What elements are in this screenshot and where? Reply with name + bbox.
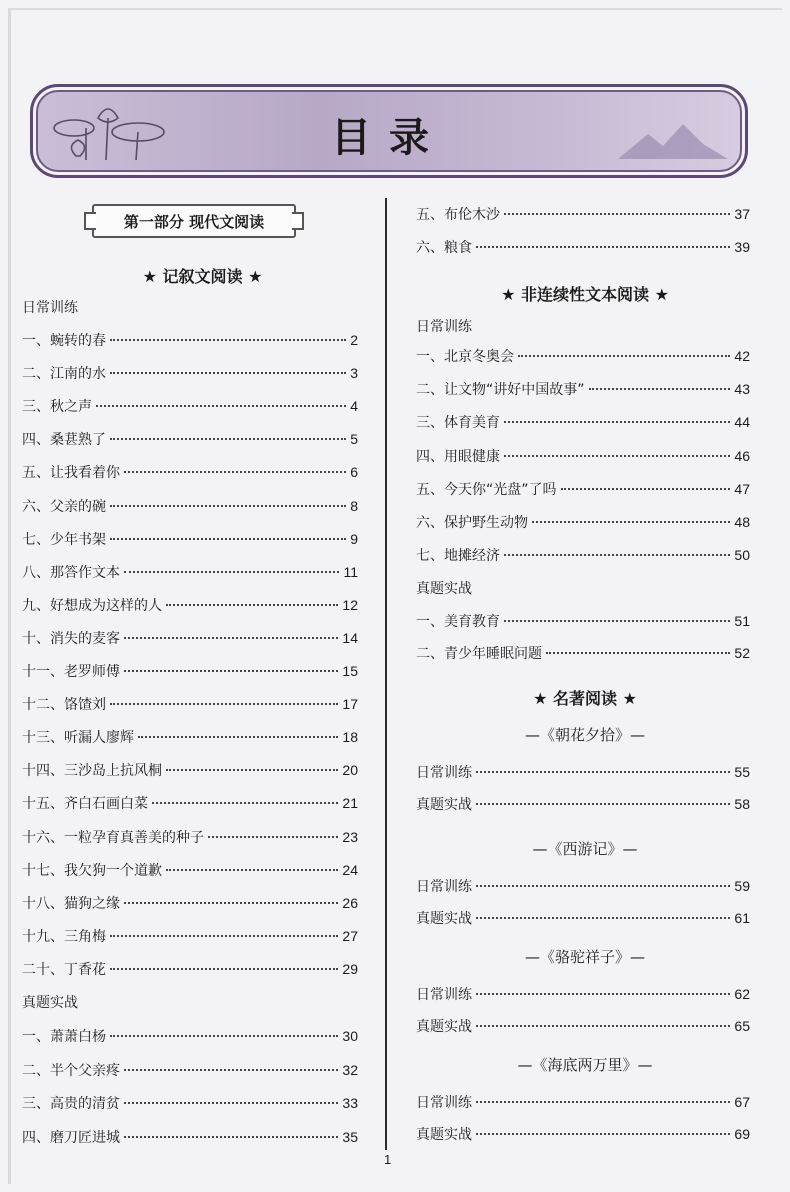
toc-entry-page: 12 (342, 596, 358, 613)
toc-entry (22, 363, 358, 383)
toc-entry (22, 529, 358, 549)
dot-leader (476, 1025, 730, 1027)
toc-entry-page: 9 (350, 530, 358, 547)
toc-entry (22, 1127, 358, 1147)
dot-leader (110, 703, 338, 705)
toc-entry-page: 59 (734, 878, 750, 894)
toc-entry-title: 三、高贵的清贫 (22, 1096, 120, 1113)
dot-leader (110, 935, 338, 937)
toc-entry-page: 65 (734, 1018, 750, 1034)
dot-leader (124, 1136, 338, 1138)
toc-entry (416, 1016, 750, 1036)
toc-entry (416, 1092, 750, 1112)
toc-entry-title: 八、那答作文本 (22, 564, 120, 581)
dot-leader (110, 438, 346, 440)
toc-entry-page: 35 (342, 1128, 358, 1145)
toc-entry-title: 真题实战 (416, 911, 472, 927)
toc-entry-page: 3 (350, 365, 358, 382)
toc-entry-title: 五、今天你“光盘”了吗 (416, 481, 557, 498)
toc-entry (416, 346, 750, 366)
toc-entry (22, 1093, 358, 1113)
dot-leader (166, 869, 338, 871)
toc-entry (22, 694, 358, 714)
dot-leader (124, 902, 338, 904)
toc-entry-page: 11 (343, 563, 358, 580)
toc-entry (22, 827, 358, 847)
toc-entry-title: 十八、猫狗之缘 (22, 895, 120, 912)
dot-leader (110, 372, 346, 374)
toc-entry-page: 30 (342, 1028, 358, 1044)
toc-entry-page: 15 (342, 663, 358, 679)
toc-entry (22, 496, 358, 516)
toc-entry-page: 32 (342, 1061, 358, 1078)
dot-leader (110, 505, 346, 507)
dot-leader (110, 339, 346, 341)
dot-leader (476, 885, 730, 887)
left-daily-label: 日常训练 (22, 300, 78, 316)
toc-entry-page: 8 (350, 497, 358, 514)
toc-entry (22, 1026, 358, 1046)
title-banner (30, 84, 748, 178)
toc-entry-page: 44 (734, 414, 750, 431)
page-edge-top (8, 8, 782, 10)
toc-entry (22, 1060, 358, 1080)
toc-entry-title: 二、青少年睡眠问题 (416, 646, 542, 662)
toc-entry (416, 512, 750, 532)
toc-entry-title: 十一、老罗师傅 (22, 664, 120, 680)
toc-entry (22, 429, 358, 449)
toc-entry-page: 58 (734, 796, 750, 812)
page-title: 目录 (331, 114, 447, 161)
toc-entry-title: 十、消失的麦客 (22, 630, 120, 647)
toc-entry-page: 33 (342, 1095, 358, 1112)
toc-entry-title: 二、江南的水 (22, 366, 106, 383)
toc-entry-page: 5 (350, 431, 358, 448)
toc-entry (22, 595, 358, 615)
toc-entry (416, 1124, 750, 1144)
toc-entry-title: 真题实战 (416, 1127, 472, 1143)
toc-entry (416, 412, 750, 432)
toc-entry-page: 52 (734, 645, 750, 661)
toc-entry-page: 26 (342, 894, 358, 911)
toc-entry (416, 794, 750, 814)
toc-entry-page: 47 (734, 480, 750, 497)
dot-leader (166, 769, 338, 771)
toc-entry-page: 27 (342, 927, 358, 944)
toc-entry-page: 43 (734, 381, 750, 398)
dot-leader (476, 1133, 730, 1135)
dot-leader (532, 521, 730, 523)
page-number: 1 (384, 1152, 392, 1167)
dot-leader (504, 455, 730, 457)
dot-leader (124, 1102, 338, 1104)
dot-leader (504, 554, 730, 556)
toc-entry-page: 69 (734, 1126, 750, 1142)
toc-entry-title: 六、保护野生动物 (416, 515, 528, 531)
toc-entry-title: 七、地摊经济 (416, 548, 500, 565)
dot-leader (152, 802, 338, 804)
toc-entry-page: 51 (734, 613, 750, 629)
toc-entry (416, 237, 750, 257)
toc-entry-page: 4 (350, 398, 358, 415)
toc-entry (416, 379, 750, 399)
toc-entry-title: 四、用眼健康 (416, 448, 500, 465)
toc-entry-page: 20 (342, 762, 358, 779)
toc-entry (416, 611, 750, 631)
dot-leader (124, 637, 338, 639)
toc-entry-page: 2 (350, 332, 358, 348)
toc-entry-title: 三、秋之声 (22, 399, 92, 416)
toc-entry-title: 二、让文物“讲好中国故事” (416, 382, 585, 399)
toc-entry (416, 762, 750, 782)
toc-entry-title: 七、少年书架 (22, 531, 106, 548)
toc-entry-title: 一、北京冬奥会 (416, 349, 514, 365)
dot-leader (589, 388, 731, 390)
toc-entry (22, 959, 358, 979)
toc-entry-page: 23 (342, 828, 358, 845)
toc-entry (22, 628, 358, 648)
book-heading: —《西游记》— (532, 840, 638, 858)
toc-entry-title: 六、父亲的碗 (22, 498, 106, 515)
toc-entry-title: 二、半个父亲疼 (22, 1062, 120, 1079)
right-daily-label: 日常训练 (416, 319, 472, 335)
dot-leader (96, 405, 346, 407)
toc-entry (22, 760, 358, 780)
toc-entry-page: 42 (734, 348, 750, 364)
toc-entry-page: 46 (734, 447, 750, 464)
toc-entry-page: 21 (342, 795, 358, 812)
section-heading-classics: ★ 名著阅读 ★ (533, 689, 637, 708)
dot-leader (110, 1035, 338, 1037)
toc-entry-page: 29 (342, 960, 358, 977)
toc-entry-page: 17 (342, 696, 358, 713)
toc-entry-title: 二十、丁香花 (22, 961, 106, 978)
toc-entry (416, 643, 750, 663)
dot-leader (208, 836, 338, 838)
dot-leader (110, 538, 346, 540)
dot-leader (476, 993, 730, 995)
toc-entry (22, 462, 358, 482)
toc-entry (416, 984, 750, 1004)
dot-leader (124, 670, 338, 672)
book-heading: —《骆驼祥子》— (524, 948, 645, 966)
toc-entry-title: 日常训练 (416, 1095, 472, 1111)
toc-entry (416, 545, 750, 565)
toc-entry-title: 十五、齐白石画白菜 (22, 796, 148, 813)
dot-leader (504, 213, 730, 215)
toc-entry-title: 一、萧萧白杨 (22, 1029, 106, 1045)
toc-entry-title: 九、好想成为这样的人 (22, 597, 162, 614)
toc-entry (22, 893, 358, 913)
toc-entry (22, 727, 358, 747)
dot-leader (476, 246, 730, 248)
toc-entry (22, 793, 358, 813)
left-real-label: 真题实战 (22, 995, 78, 1011)
toc-entry (416, 446, 750, 466)
dot-leader (518, 355, 730, 357)
toc-entry-title: 日常训练 (416, 879, 472, 895)
toc-entry-title: 十六、一粒孕育真善美的种子 (22, 829, 204, 846)
toc-entry-page: 24 (342, 861, 358, 878)
toc-entry-page: 61 (734, 910, 750, 926)
part-heading: 第一部分 现代文阅读 (123, 213, 265, 231)
toc-entry (416, 479, 750, 499)
section-heading-nonlinear: ★ 非连续性文本阅读 ★ (501, 285, 669, 304)
dot-leader (138, 736, 338, 738)
toc-entry (22, 562, 358, 582)
right-real-label: 真题实战 (416, 581, 472, 597)
toc-entry-title: 四、磨刀匠进城 (22, 1129, 120, 1146)
dot-leader (504, 421, 730, 423)
section-heading-narrative: ★ 记叙文阅读 ★ (142, 267, 263, 286)
toc-entry-page: 48 (734, 514, 750, 530)
toc-entry-title: 三、体育美育 (416, 415, 500, 432)
toc-entry-page: 14 (342, 629, 358, 646)
toc-entry-title: 五、让我看着你 (22, 465, 120, 482)
part-heading-box (92, 204, 296, 238)
toc-entry-title: 十七、我欠狗一个道歉 (22, 862, 162, 879)
toc-entry-page: 18 (342, 729, 358, 746)
toc-entry (416, 908, 750, 928)
dot-leader (546, 652, 730, 654)
toc-entry (22, 330, 358, 350)
toc-entry-title: 日常训练 (416, 987, 472, 1003)
toc-entry (22, 661, 358, 681)
toc-entry-title: 五、布伦木沙 (416, 207, 500, 223)
dot-leader (124, 1069, 338, 1071)
toc-entry-title: 一、美育教育 (416, 614, 500, 630)
toc-entry-title: 十四、三沙岛上抗风桐 (22, 763, 162, 780)
toc-entry-title: 十三、听漏人廖辉 (22, 730, 134, 747)
toc-entry-page: 37 (734, 206, 750, 222)
dot-leader (561, 488, 731, 490)
toc-entry-title: 六、粮食 (416, 240, 472, 256)
toc-entry-page: 62 (734, 986, 750, 1002)
book-heading: —《朝花夕拾》— (524, 726, 645, 744)
toc-entry-title: 一、蜿转的春 (22, 333, 106, 349)
toc-entry-page: 6 (350, 464, 358, 481)
toc-entry-page: 50 (734, 547, 750, 564)
toc-entry (22, 860, 358, 880)
toc-entry-page: 67 (734, 1094, 750, 1110)
toc-entry-title: 日常训练 (416, 765, 472, 781)
toc-entry-page: 39 (734, 239, 750, 255)
dot-leader (124, 571, 339, 573)
dot-leader (166, 604, 338, 606)
dot-leader (476, 917, 730, 919)
toc-entry (416, 876, 750, 896)
toc-entry-title: 真题实战 (416, 797, 472, 813)
toc-entry-title: 四、桑葚熟了 (22, 432, 106, 449)
dot-leader (476, 771, 730, 773)
dot-leader (110, 968, 338, 970)
column-divider (385, 198, 387, 1150)
toc-entry-title: 十九、三角梅 (22, 928, 106, 945)
dot-leader (476, 1101, 730, 1103)
dot-leader (476, 803, 730, 805)
dot-leader (124, 471, 346, 473)
toc-entry-title: 十二、饹馇刘 (22, 697, 106, 714)
dot-leader (504, 620, 730, 622)
toc-entry (22, 396, 358, 416)
toc-entry (22, 926, 358, 946)
book-heading: —《海底两万里》— (517, 1056, 653, 1074)
mountain-icon (618, 114, 728, 164)
toc-entry-page: 55 (734, 764, 750, 780)
toc-entry (416, 204, 750, 224)
toc-entry-title: 真题实战 (416, 1019, 472, 1035)
page-edge (8, 8, 11, 1184)
